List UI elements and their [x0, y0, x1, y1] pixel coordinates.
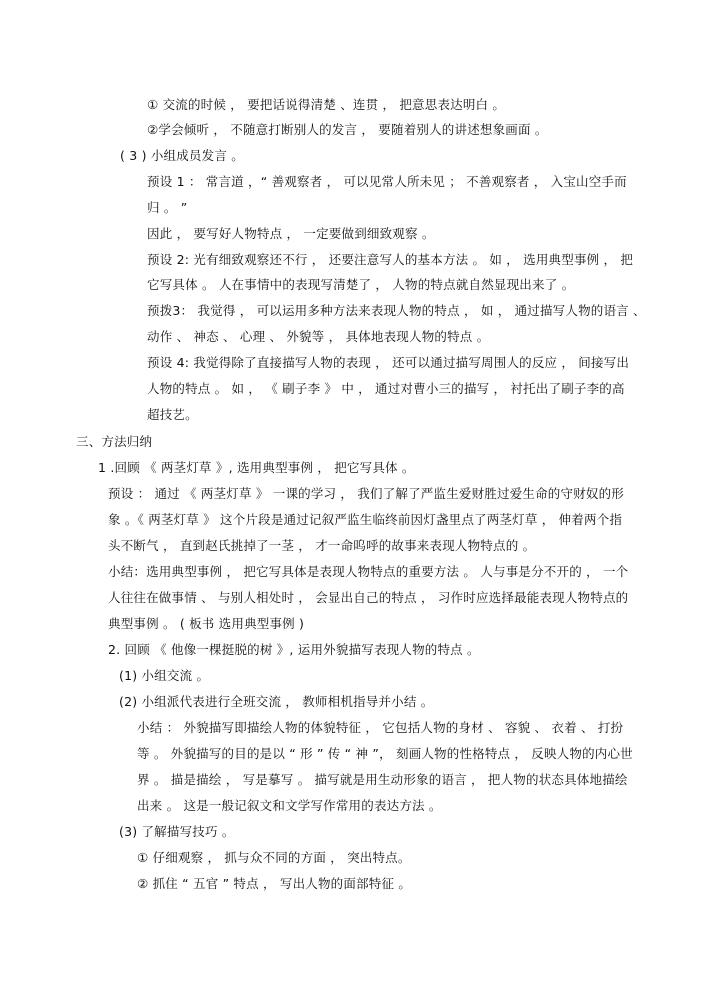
text-line: 小结：选用典型事例 ， 把它写具体是表现人物特点的重要方法 。 人与事是分不开的 ， 一个 [108, 564, 629, 579]
text-line: 预设 ： 通过 《 两茎灯草 》 一课的学习 ， 我们了解了严监生爱财胜过爱生命的守财奴的形 [108, 486, 624, 501]
text-line: 小结 ： 外貌描写即描绘人物的体貌特征 ， 它包括人物的身材 、 容貌 、 衣着 、 打扮 [137, 720, 624, 735]
text-line: 1 .回顾 《 两茎灯草 》, 选用典型事例 ， 把它写具体 。 [98, 460, 415, 475]
text-line: 2. 回顾 《 他像一棵挺脱的树 》, 运用外貌描写表现人物的特点 。 [108, 642, 480, 657]
text-line: ( 3 ) 小组成员发言 。 [120, 148, 244, 163]
text-line: ②学会倾听 ， 不随意打断别人的发言 ， 要随着别人的讲述想象画面 。 [147, 122, 548, 137]
text-line: ① 仔细观察 ， 抓与众不同的方面 ， 突出特点。 [137, 850, 411, 865]
text-line: 它写具体 。 人在事情中的表现写清楚了 ， 人物的特点就自然显现出来了 。 [147, 277, 575, 292]
text-line: 预设 4: 我觉得除了直接描写人物的表现 ， 还可以通过描写周围人的反应 ， 间接写出 [147, 355, 630, 370]
text-line: (1) 小组交流 。 [119, 668, 210, 683]
text-line: 归 。 ” [147, 200, 188, 215]
text-line: ① 交流的时候 ， 要把话说得清楚 、连贯 ， 把意思表达明白 。 [147, 97, 506, 112]
text-line: 预拨3： 我觉得 ， 可以运用多种方法来表现人物的特点 ， 如 ， 通过描写人物的语言 、 [147, 303, 646, 318]
text-line: 人往往在做事情 、 与别人相处时 ， 会显出自己的特点 ， 习作时应选择最能表现人物特点的 [108, 590, 629, 605]
text-line: 动作 、 神态 、 心理 、 外貌等 ， 具体地表现人物的特点 。 [147, 329, 490, 344]
text-line: 预设 1 ： 常言道 ，“ 善观察者 ， 可以见常人所未见 ； 不善观察者 ， 入宝山空手而 [147, 174, 627, 189]
section-heading: 三、方法归纳 [76, 434, 153, 449]
text-line: 预设 2: 光有细致观察还不行 ， 还要注意写人的基本方法 。 如 ， 选用典型事例 ， 把 [147, 252, 634, 267]
text-line: 超技艺。 [147, 407, 198, 422]
text-line: (2) 小组派代表进行全班交流 ， 教师相机指导并小结 。 [119, 694, 434, 709]
text-line: ② 抓住 “ 五官 ” 特点 ， 写出人物的面部特征 。 [137, 876, 412, 891]
text-line: 出来 。 这是一般记叙文和文学写作常用的表达方法 。 [137, 798, 442, 813]
text-line: 界 。 描是描绘 ， 写是摹写 。 描写就是用生动形象的语言 ， 把人物的状态具体地描绘 [137, 772, 628, 787]
text-line: 典型事例 。 ( 板书 选用典型事例 ) [108, 616, 305, 631]
text-line: 人物的特点 。 如 ， 《 刷子李 》 中 ， 通过对曹小三的描写 ， 衬托出了刷子李的高 [147, 381, 625, 396]
text-line: 等 。 外貌描写的目的是以 “ 形 ” 传 “ 神 ”， 刻画人物的性格特点 ， 反映人物的内心世 [137, 746, 633, 761]
text-line: 象 。《 两茎灯草 》 这个片段是通过记叙严监生临终前因灯盏里点了两茎灯草 ， 伸着两个指 [108, 512, 623, 527]
text-line: 头不断气 ， 直到赵氏挑掉了一茎 ， 才一命呜呼的故事来表现人物特点的 。 [108, 538, 536, 553]
text-line: 因此 ， 要写好人物特点 ， 一定要做到细致观察 。 [147, 226, 435, 241]
text-line: (3) 了解描写技巧 。 [119, 824, 235, 839]
